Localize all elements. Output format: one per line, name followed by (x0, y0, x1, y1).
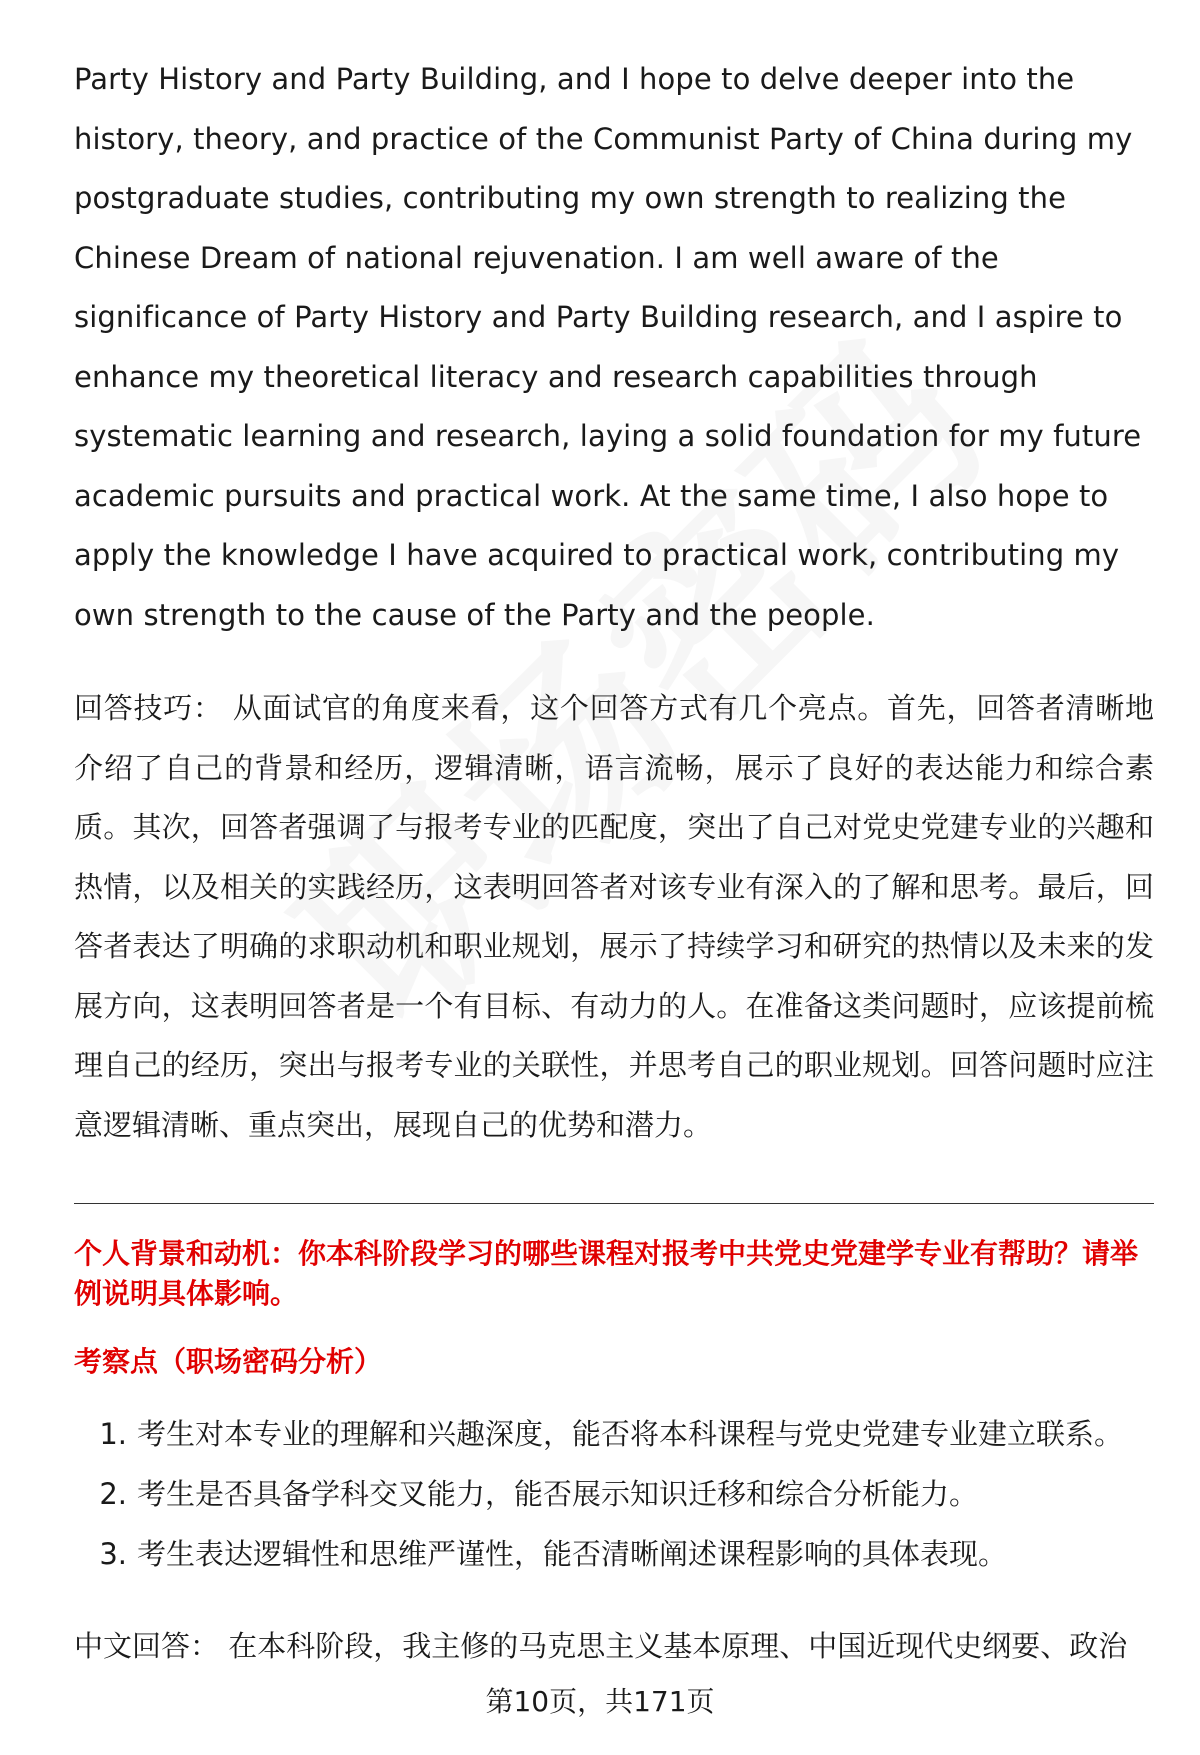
list-item (74, 1524, 1154, 1584)
assessment-points-heading: 考察点（职场密码分析） (74, 1345, 383, 1378)
list-item (74, 1404, 1154, 1464)
chinese-answer-paragraph (74, 1622, 1154, 1670)
list-item-number: 2. (99, 1477, 127, 1511)
assessment-points-list (74, 1404, 1154, 1584)
english-answer-paragraph: Party History and Party Building, and I hope to delve deeper into the history, theory, and practice of the Communist Party of China during my postgraduate studies, contributing my own strength to realizing the Chinese Dream of national rejuvenation. I am well aware of the significance of Party History and Party Building research, and I aspire to enhance my theoretical literacy and research capabilities through systematic learning and research, laying a solid foundation for my future academic pursuits and practical work. At the same time, I also hope to apply the knowledge I have acquired to practical work, contributing my own strength to the cause of the Party and the people. (74, 62, 1142, 632)
list-item (74, 1464, 1154, 1524)
question-title: 个人背景和动机：你本科阶段学习的哪些课程对报考中共党史党建学专业有帮助？请举例说明具体影响。 (74, 1237, 1139, 1310)
chinese-answer-label: 中文回答： (74, 1629, 220, 1663)
document-page (74, 50, 1154, 1670)
list-item-number: 3. (99, 1537, 127, 1571)
page-number-footer: 第10页，共171页 (485, 1685, 715, 1718)
list-item-text: 考生是否具备学科交叉能力，能否展示知识迁移和综合分析能力。 (137, 1477, 979, 1511)
section-divider (74, 1203, 1154, 1204)
answer-tips-text: 从面试官的角度来看，这个回答方式有几个亮点。首先，回答者清晰地介绍了自己的背景和经历，逻辑清晰，语言流畅，展示了良好的表达能力和综合素质。其次，回答者强调了与报考专业的匹配度，突出了自己对党史党建专业的兴趣和热情，以及相关的实践经历，这表明回答者对该专业有深入的了解和思考。最后，回答者表达了明确的求职动机和职业规划，展示了持续学习和研究的热情以及未来的发展方向，这表明回答者是一个有目标、有动力的人。在准备这类问题时，应该提前梳理自己的经历，突出与报考专业的关联性，并思考自己的职业规划。回答问题时应注意逻辑清晰、重点突出，展现自己的优势和潜力。 (74, 691, 1154, 1142)
answer-tips-paragraph (74, 679, 1154, 1155)
list-item-number: 1. (99, 1417, 127, 1451)
chinese-answer-text: 在本科阶段，我主修的马克思主义基本原理、中国近现代史纲要、政治 (228, 1629, 1128, 1663)
answer-tips-label: 回答技巧： (74, 691, 223, 725)
list-item-text: 考生表达逻辑性和思维严谨性，能否清晰阐述课程影响的具体表现。 (137, 1537, 1008, 1571)
list-item-text: 考生对本专业的理解和兴趣深度，能否将本科课程与党史党建专业建立联系。 (137, 1417, 1124, 1451)
